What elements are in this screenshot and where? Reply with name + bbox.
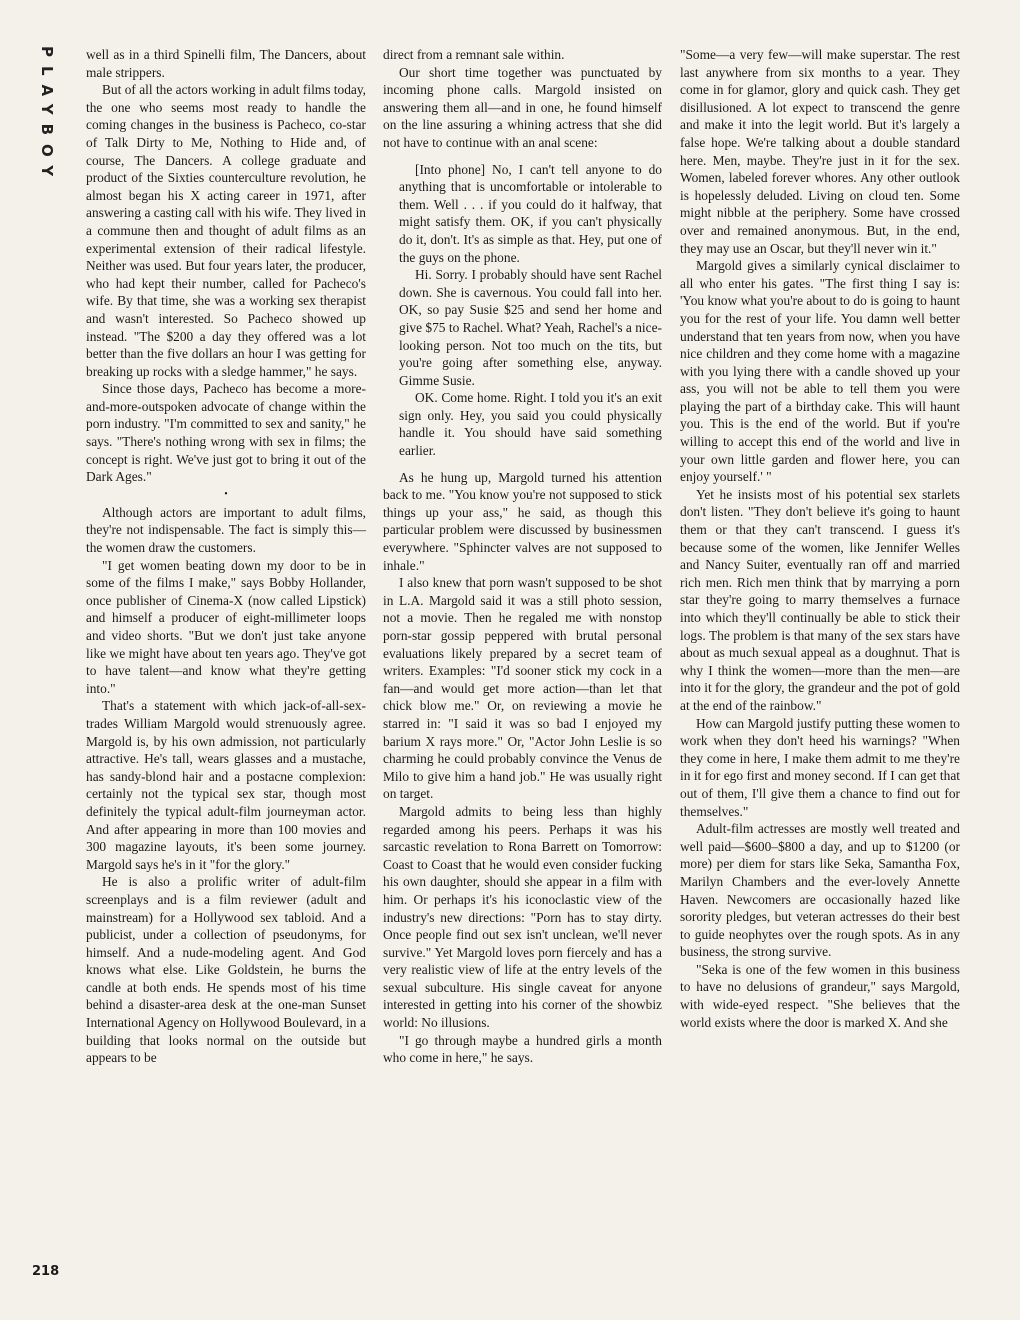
paragraph: "Seka is one of the few women in this business to have no delusions of grandeur," says Margold, with wide-eyed respect. "She believes that the world exists where the door is marked X. And she <box>680 961 960 1030</box>
paragraph: I also knew that porn wasn't supposed to be shot in L.A. Margold said it was a still photo session, not a movie. Then he regaled me with nonstop porn-star gossip peppered with brutal personal evaluations likely prepared by a secret team of writers. Examples: "I'd sooner stick my cock in a fan—and would get more action—than let that chick blow me." Or, on reviewing a movie he starred in: "I said it was so bad I enjoyed my barium X rays more." Or, "Actor John Leslie is so charming he could probably convince the Venus de Milo to give him a hand job." He was usually right on target. <box>383 575 662 802</box>
paragraph: Margold admits to being less than highly regarded among his peers. Perhaps it was his sarcastic revelation to Rona Barrett on Tomorrow: Coast to Coast that he would even consider fucking his own daughter, should she appear in a film with him. Or perhaps it's his iconoclastic view of the industry's new directions: "Porn has to stay dirty. Once people find out sex isn't unclean, we'll never survive." Yet Margold loves porn fiercely and has a very realistic view of life at the entry levels of the sexual subculture. His single caveat for anyone interested in getting into his corner of the showbiz world: No illusions. <box>383 803 662 1031</box>
text-column-1 <box>86 46 366 1067</box>
paragraph: Our short time together was punctuated by incoming phone calls. Margold insisted on answering them all—and in one, he found himself on the line assuring a whining actress that she did not have to continue with an anal scene: <box>383 64 662 150</box>
magazine-running-head: PLAYBOY <box>38 46 56 186</box>
paragraph: He is also a prolific writer of adult-film screenplays and is a film reviewer (adult and mainstream) for a Hollywood sex tabloid. And a publicist, under a collection of pseudonyms, for himself. And a nude-modeling agent. And God knows what else. Like Goldstein, he burns the candle at both ends. He spends most of his time behind a disaster-area desk at the one-man Sunset International Agency on Hollywood Boulevard, in a building that looks normal on the outside but appears to be <box>86 874 366 1066</box>
page-number: 218 <box>32 1264 60 1279</box>
text-column-3 <box>680 46 960 1031</box>
phone-quote-paragraph: Hi. Sorry. I probably should have sent Rachel down. She is cavernous. You could fall into her. OK, so pay Susie $25 and send her home and give $75 to Rachel. What? Yeah, Rachel's a nice-looking person. Not too much on the tits, but you're going after something else, anyway. Gimme Susie. <box>399 267 662 388</box>
paragraph: Although actors are important to adult films, they're not indispensable. The fact is simply this—the women draw the customers. <box>86 504 366 556</box>
paragraph: "Some—a very few—will make superstar. The rest last anywhere from six months to a year. They come in for glamor, glory and quick cash. They get disillusioned. A lot expect to transcend the genre and make it into the legit world. But it's largely a false hope. We're talking about a double standard here. Men, maybe. They're just in it for the sex. Women, labeled forever whores. Any other outlook is hopelessly deluded. Living on cloud ten. Some might nibble at the periphery. Some have crossed over and remained anonymous. But, in the end, they may use an Oscar, but they'll never win it." <box>680 47 960 256</box>
paragraph: How can Margold justify putting these women to work when they don't heed his warnings? "When they come in here, I make them admit to me they're in it for ego first and money second. If I can get that out of them, I'll give them a chance to find out for themselves." <box>680 715 960 819</box>
paragraph: Adult-film actresses are mostly well treated and well paid—$600–$800 a day, and up to $1200 (or more) per diem for stars like Seka, Samantha Fox, Marilyn Chambers and the ever-lovely Annette Haven. Newcomers are occasionally hazed like sorority pledges, but veteran actresses do their best to guide neophytes over the rough spots. As in any business, the strong survive. <box>680 821 960 960</box>
paragraph: well as in a third Spinelli film, The Dancers, about male strippers. <box>86 47 366 80</box>
paragraph: That's a statement with which jack-of-all-sex-trades William Margold would strenuously agree. Margold is, by his own admission, not particularly attractive. He's tall, wears glasses and a mustache, has sandy-blond hair and a postacne complexion: certainly not the typical sex star, though most definitely the typical adult-film journeyman actor. And after appearing in more than 100 movies and 300 magazine layouts, it's been some journey. Margold says he's in it "for the glory." <box>86 698 366 872</box>
paragraph: Since those days, Pacheco has become a more-and-more-outspoken advocate of change within the porn industry. "I'm committed to sex and sanity," he says. "There's nothing wrong with sex in films; the concept is right. We've just got to bring it out of the Dark Ages." <box>86 381 366 485</box>
phone-quote-paragraph: [Into phone] No, I can't tell anyone to do anything that is uncomfortable or intolerable to them. Well . . . if you could do it halfway, that might satisfy them. OK, if you can't physically do it, don't. It's as simple as that. Hey, put one of the guys on the phone. <box>399 161 662 265</box>
paragraph: direct from a remnant sale within. <box>383 47 565 62</box>
paragraph: As he hung up, Margold turned his attention back to me. "You know you're not supposed to stick things up your ass," he said, as though this particular problem were discussed by businessmen everywhere. "Sphincter valves are not supposed to inhale." <box>383 469 662 573</box>
paragraph: Yet he insists most of his potential sex starlets don't listen. "They don't believe it's going to haunt them or that they can't transcend. I guess it's because some of the women, like Jennifer Welles and Nancy Suiter, eventually ran off and married rich men. Rich men think that by marrying a porn star they're going to marry themselves a furnace into which they'll continually be able to stick their logs. The problem is that many of the sex stars have about as much sexual appeal as a doughnut. That is why I think the women—more than the men—are into it for the glory, the grandeur and the pot of gold at the end of the rainbow." <box>680 486 960 713</box>
paragraph: "I go through maybe a hundred girls a month who come in here," he says. <box>383 1032 662 1066</box>
phone-quote-paragraph: OK. Come home. Right. I told you it's an exit sign only. Hey, you said you could physically handle it. You should have said something earlier. <box>399 390 662 459</box>
text-column-2 <box>383 46 662 1067</box>
paragraph: Margold gives a similarly cynical disclaimer to all who enter his gates. "The first thing I say is: 'You know what you're about to do is going to haunt you for the rest of your life. You damn well better understand that ten years from now, when you have nice children and they come home with a magazine with you lying there with a candle shoved up your ass, you will not be able to tell them you were playing the part of a birthday cake. This will haunt you. This is the end of the world. But if you're willing to accept this end of the world and live in your own little garden and flower here, you can enjoy yourself.' " <box>680 258 960 485</box>
paragraph: "I get women beating down my door to be in some of the films I make," says Bobby Hollander, once publisher of Cinema-X (now called Lipstick) and himself a producer of eight-millimeter loops and video shorts. "But we don't just take anyone like we might have about ten years ago. They've got to have talent—and know what they're getting into." <box>86 557 366 696</box>
paragraph: But of all the actors working in adult films today, the one who seems most ready to handle the coming changes in the business is Pacheco, co-star of Talk Dirty to Me, Nothing to Hide and, of course, The Dancers. A college graduate and product of the Sixties counterculture revolution, he almost began his X acting career in 1971, after answering a casting call with his wife. They lived in a commune then and thought of adult films as an experimental extension of their radical lifestyle. Neither was used. But four years later, the producer, who had kept their number, called for Pacheco's wife. By that time, she was a working sex therapist and wasn't interested. So Pacheco showed up instead. "The $200 a day they offered was a lot better than the five dollars an hour I was getting for breaking up rocks with a sledge hammer," he says. <box>86 82 366 379</box>
section-break-bullet: • <box>224 488 228 500</box>
